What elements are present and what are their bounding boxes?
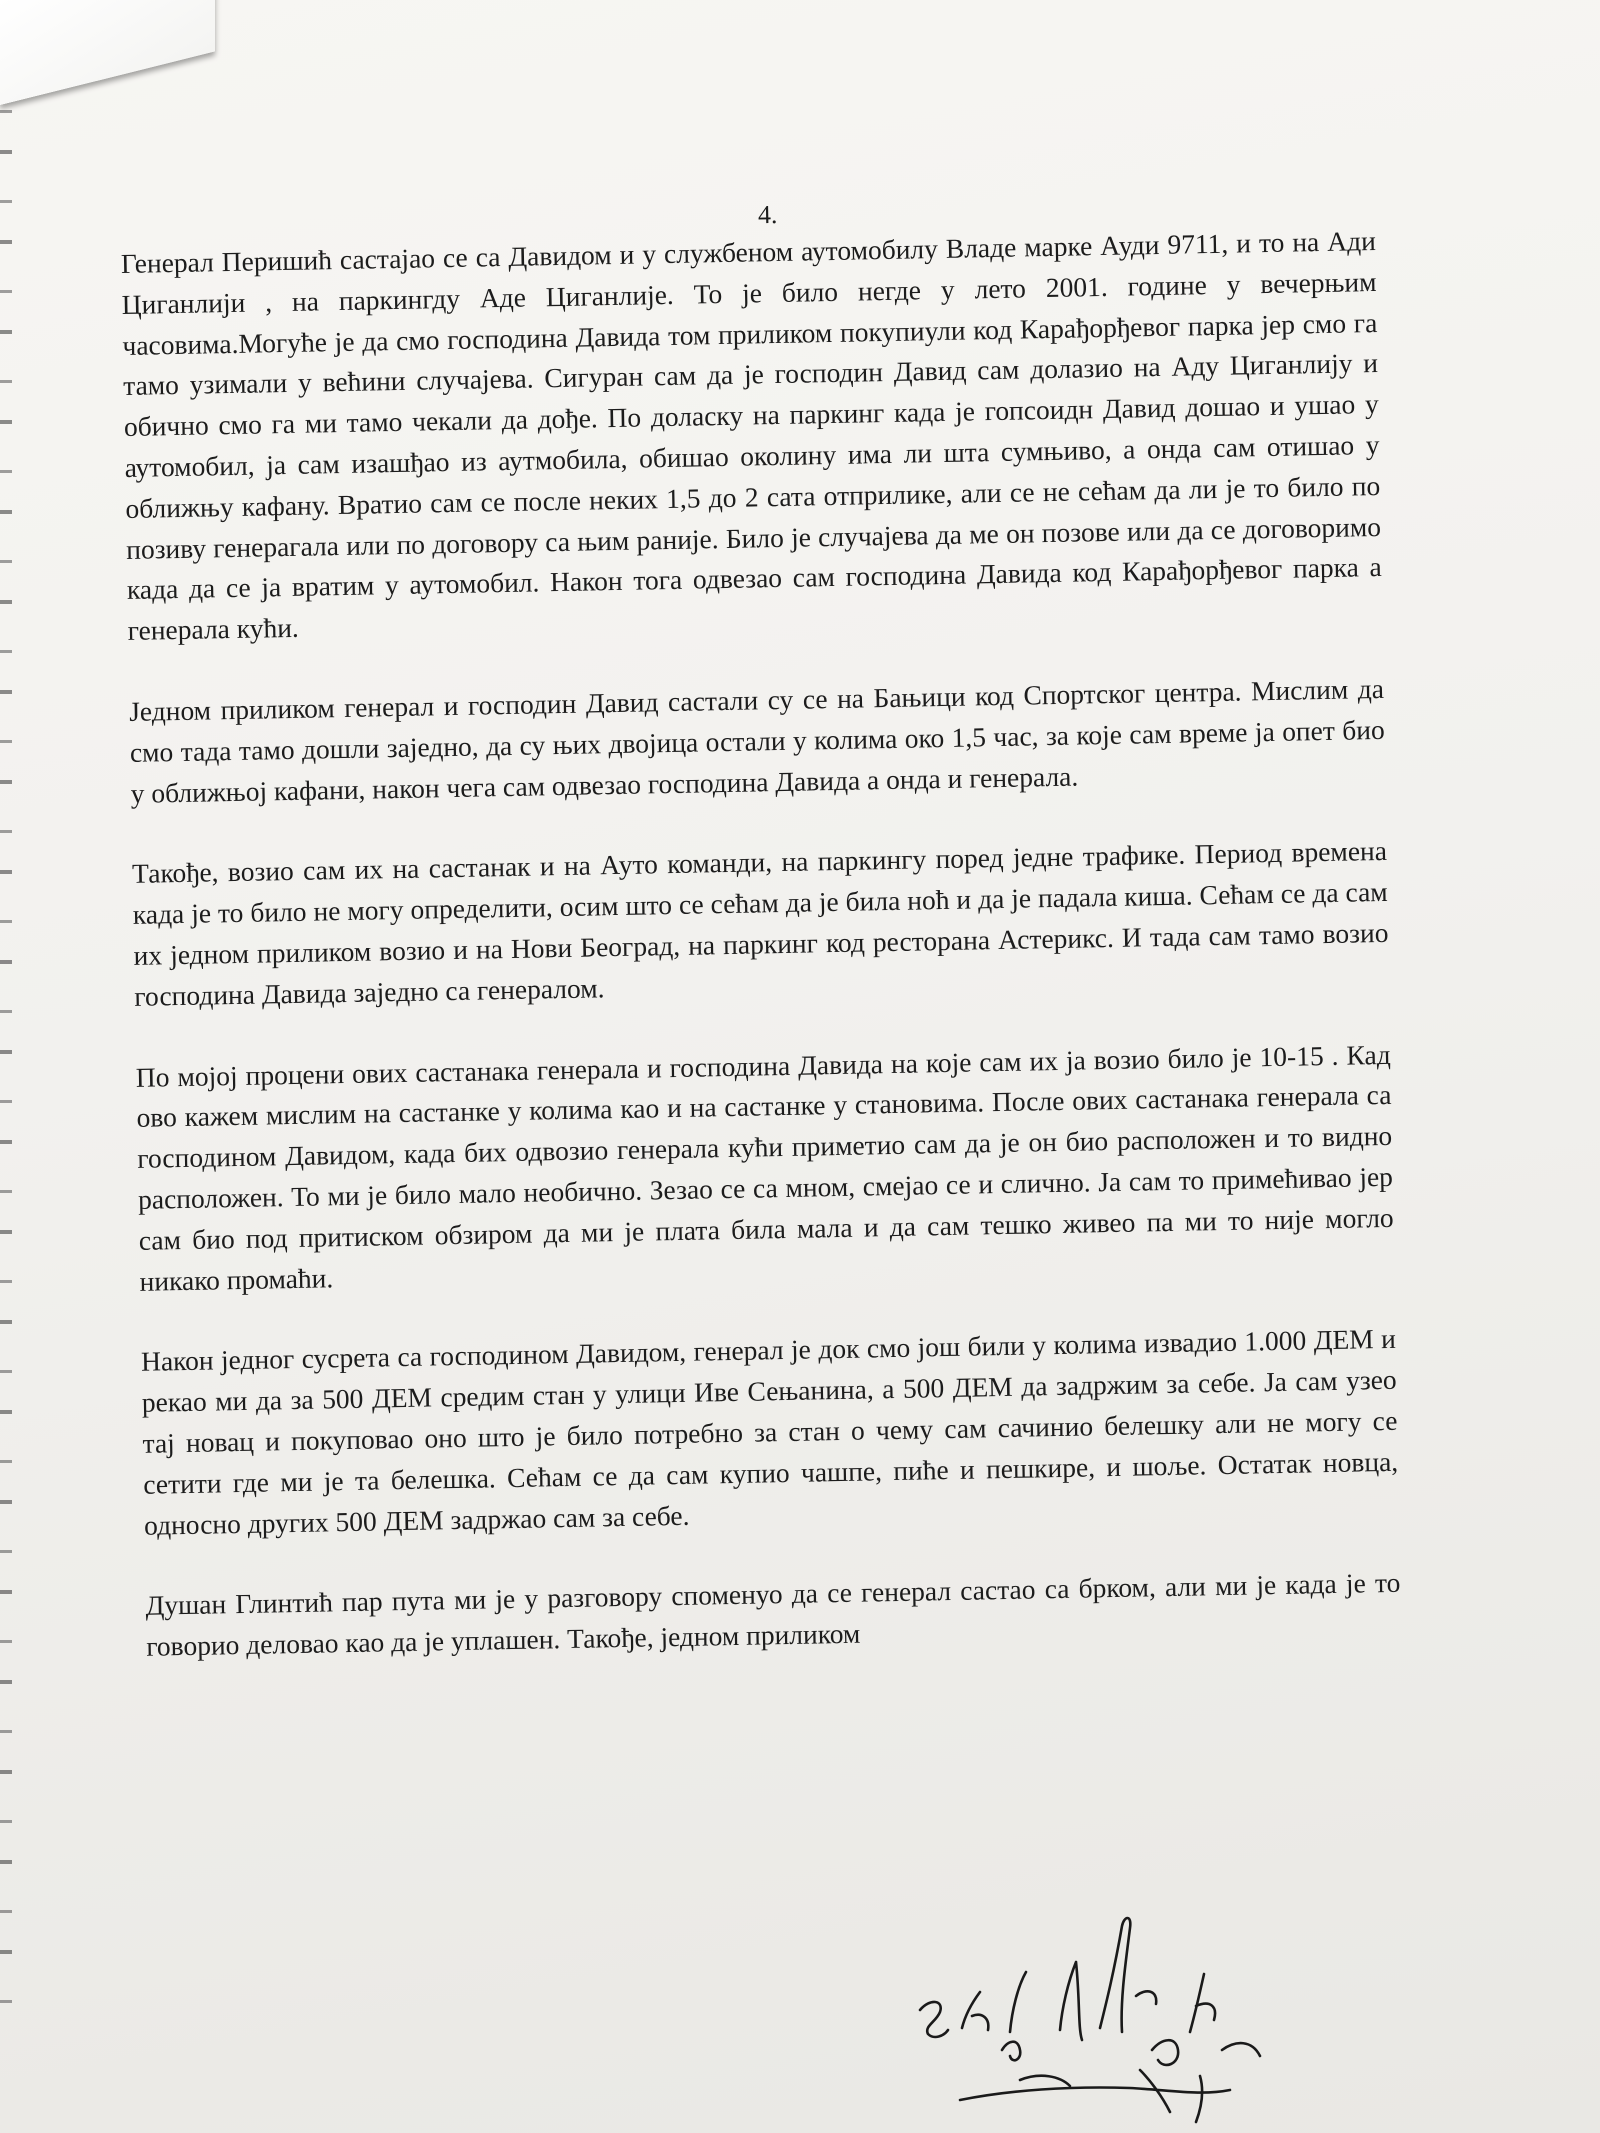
- folded-page-corner: [0, 0, 215, 105]
- paragraph-3: Такође, возио сам их на састанак и на Ауто команди, на паркингу поред једне трафике. Период времена када је то било не могу определити, осим што се сећам да је била ноћ и да је падала киша. Сећам се да сам их једном приликом возио и на Нови Београд, на паркинг код ресторана Астерикс. И тада сам тамо возио господина Давида заједно са генералом.: [131, 835, 1389, 1012]
- punched-edge-marks: [0, 110, 12, 2010]
- paragraph-4: По мојој процени ових састанака генерала и господина Давида на које сам их ја возио било је 10-15 . Кад ово кажем мислим на састанке у колима као и на састанке у становима. После ових састанака генерала са господином Давидом, када бих одвозио генерала кући приметио сам да је он био расположен и то видно расположен. То ми је било мало необично. Зезао се са мном, смејао се и слично. Ја сам то примећивао јер сам био под притиском обзиром да ми је плата била мала и да сам тешко живео па ми то није могло никако промаћи.: [135, 1038, 1394, 1297]
- paragraph-5: Након једног сусрета са господином Давидом, генерал је док смо још били у колима извадио 1.000 ДЕМ и рекао ми да за 500 ДЕМ средим стан у улици Иве Сењанина, а 500 ДЕМ да задржим за себе. Ја сам узео тај новац и покуповао оно што је било потребно за стан о чему сам сачинио белешку али не могу се сетити где ми је та белешка. Сећам се да сам купио чашпе, пиће и пешкире, и шоље. Остатак новца, односно других 500 ДЕМ задржао сам за себе.: [140, 1323, 1399, 1541]
- handwritten-signature: [900, 1900, 1300, 2130]
- page-number: 4.: [757, 199, 778, 230]
- paragraph-2: Једном приликом генерал и господин Давид састали су се на Бањици код Спортског центра. Мислим да смо тада тамо дошли заједно, да су њих двојица остали у колима око 1,5 час, за које сам време ја опет био у оближњој кафани, након чега сам одвезао господина Давида а онда и генерала.: [128, 672, 1385, 809]
- paragraph-1: Генерал Перишић састајао се са Давидом и у службеном аутомобилу Владе марке Ауди 9711, и то на Ади Циганлији , на паркингду Аде Циганлије. То је било негде у лето 2001. године у вечерњим часовима.Могуће је да смо господина Давида том приликом покупиули код Карађорђевог парка јер смо га тамо узимали у већини случајева. Сигуран сам да је господин Давид сам долазио на Аду Циганлију и обично смо га ми тамо чекали да дође. По доласку на паркинг када је гопсоидн Давид дошао и ушао у аутомобил, ја сам изашђао из аутмобила, обишао околину има ли шта сумњиво, а онда сам отишао у оближњу кафану. Вратио сам се после неких 1,5 до 2 сата отприлике, али се не сећам да ли је то било по позиву генерагала или по договору са њим раније. Било је случајева да ме он позове или да се договоримо када да се ја вратим у аутомобил. Након тога одвезао сам господина Давида код Карађорђевог парка а генерала кући.: [120, 224, 1382, 647]
- document-body: [120, 189, 1402, 1708]
- paragraph-6: Душан Глинтић пар пута ми је у разговору споменуо да се генерал састао са брком, али ми је када је то говорио деловао као да је уплашен. Такође, једном приликом: [145, 1567, 1401, 1662]
